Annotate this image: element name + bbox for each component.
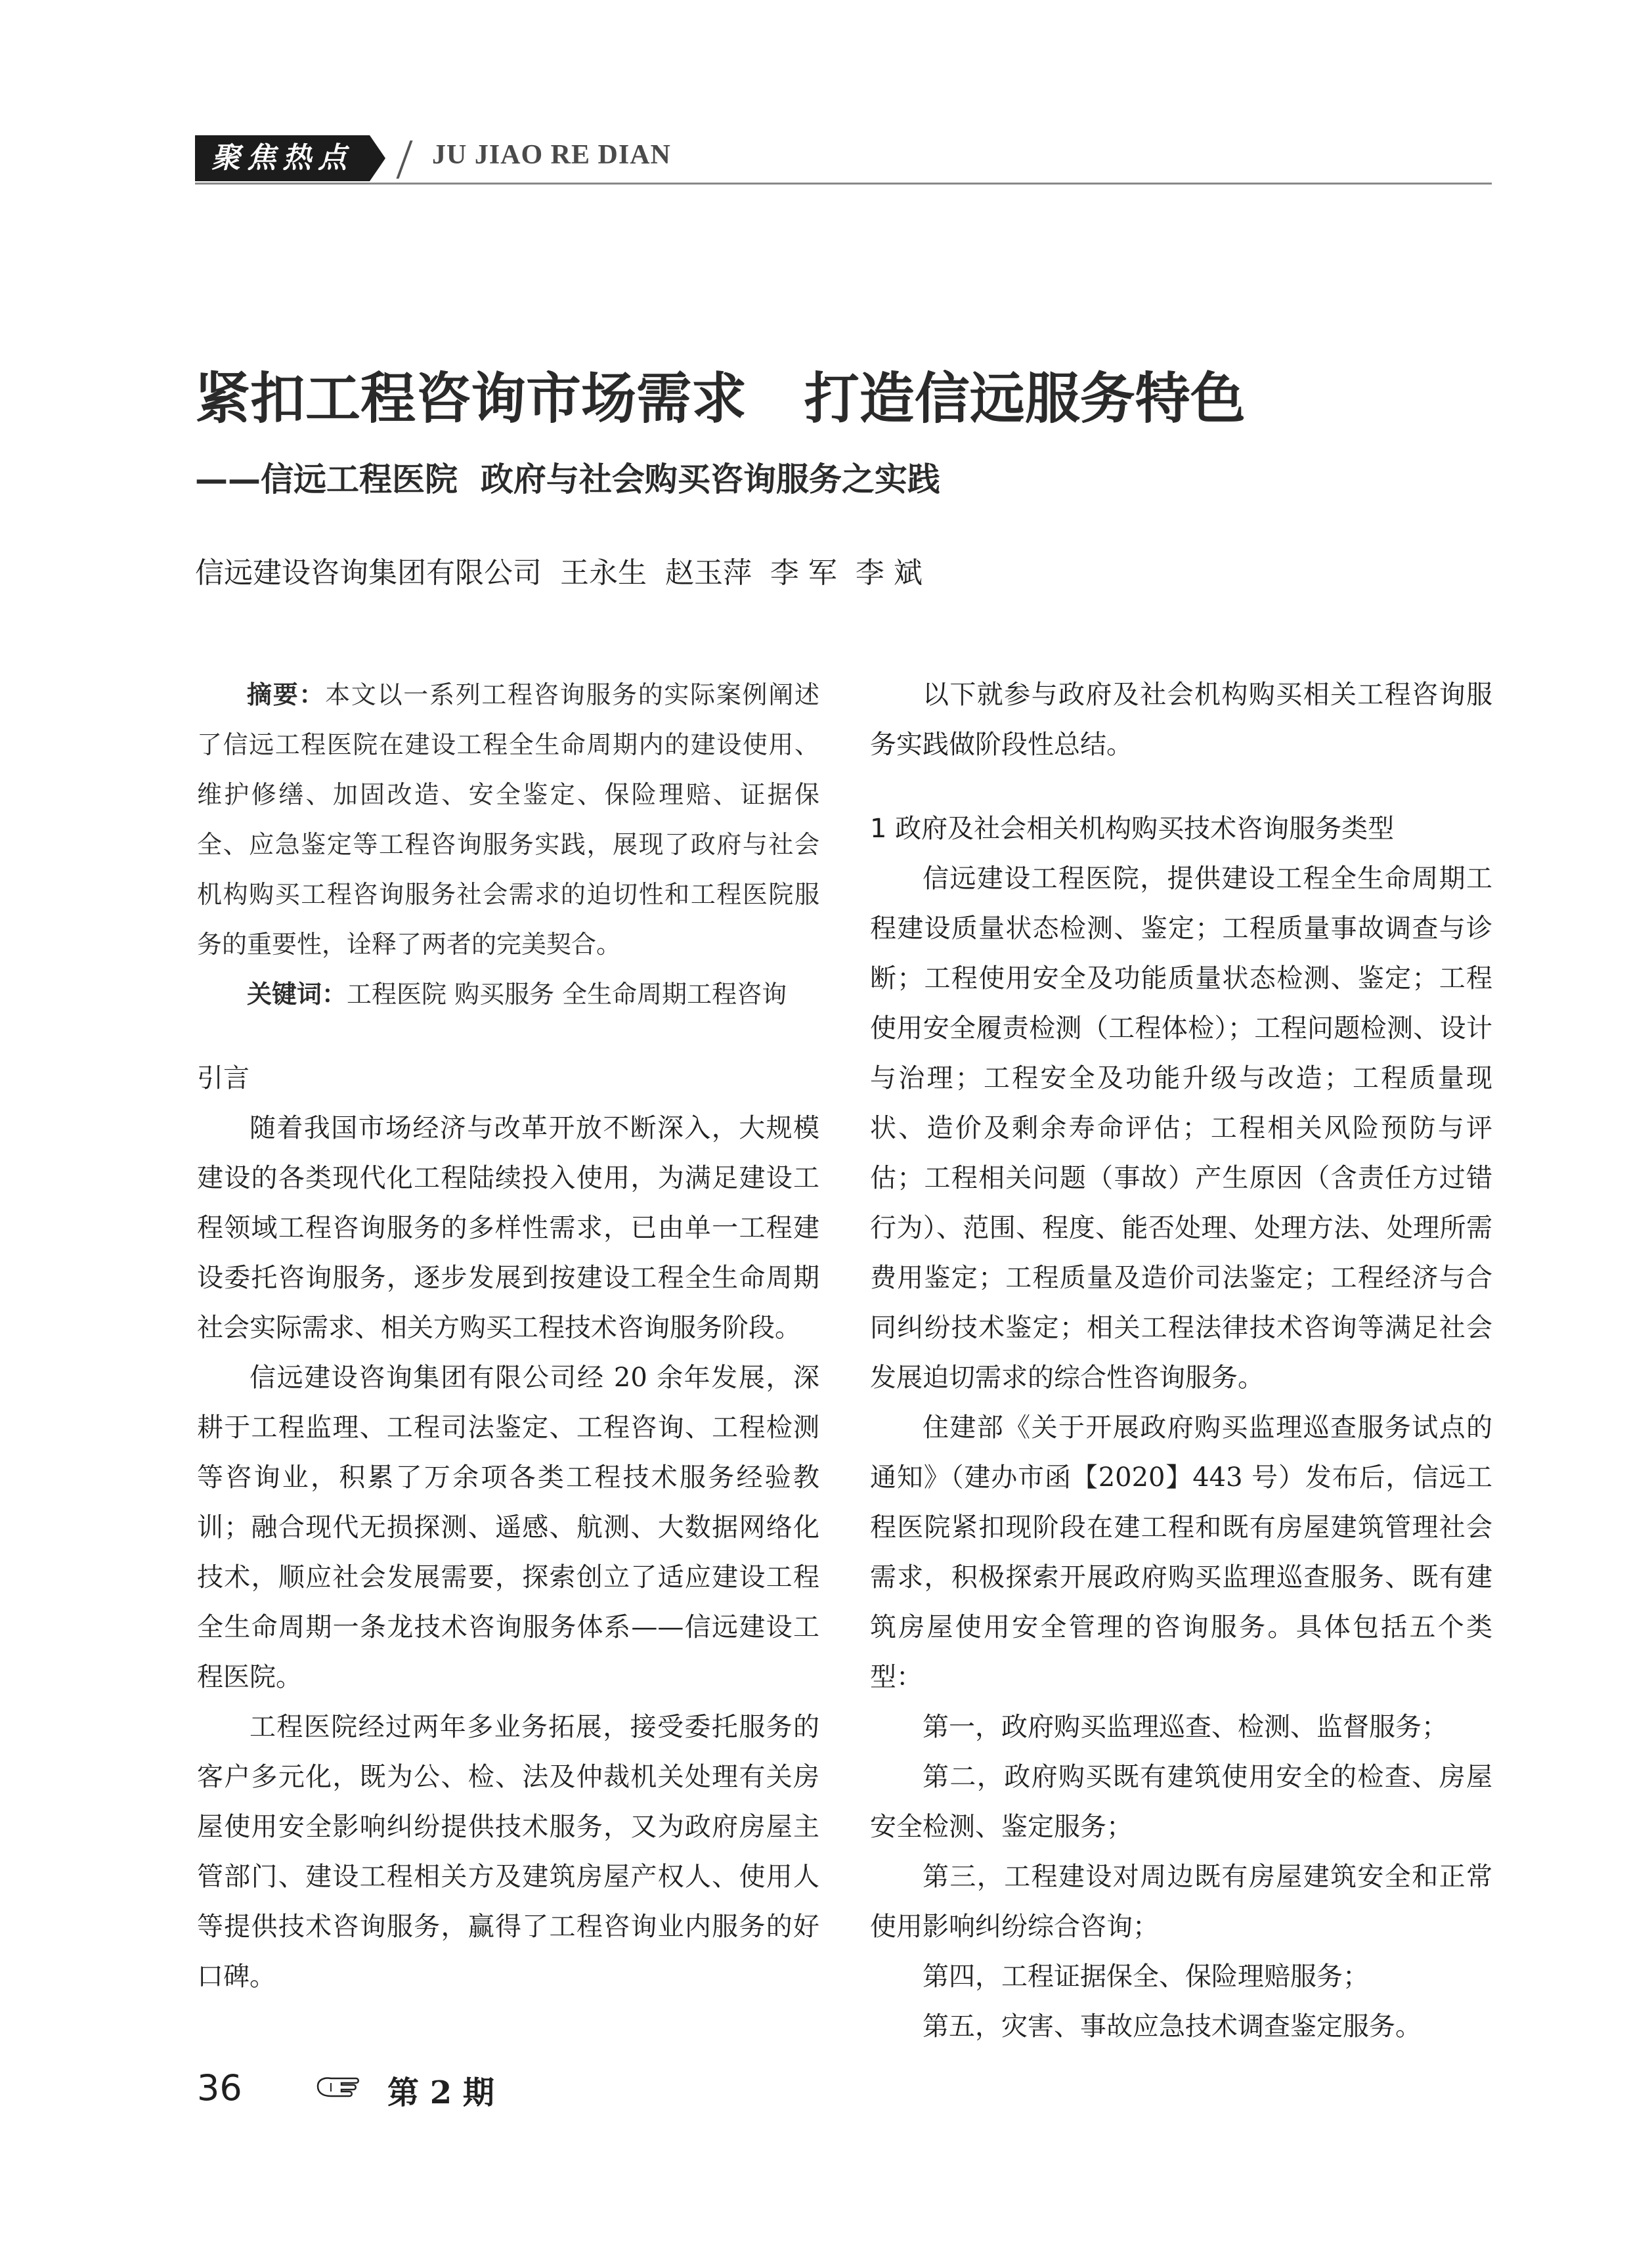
article-subtitle: ——信远工程医院 政府与社会购买咨询服务之实践 [195,460,940,498]
keywords [197,969,819,1019]
section-badge-notch [370,135,385,181]
left-column [197,670,819,2002]
intro-paragraph-1: 随着我国市场经济与改革开放不断深入，大规模建设的各类现代化工程陆续投入使用，为满足建设工程领域工程咨询服务的多样性需求，已由单一工程建设委托咨询服务，逐步发展到按建设工程全生命周期社会实际需求、相关方购买工程技术咨询服务阶段。 [197,1113,819,1343]
issue-label: 第 2 期 [387,2074,494,2111]
right-column [870,670,1492,2051]
section-1-paragraph-1: 信远建设工程医院，提供建设工程全生命周期工程建设质量状态检测、鉴定；工程质量事故调查与诊断；工程使用安全及功能质量状态检测、鉴定；工程使用安全履责检测（工程体检）；工程问题检测、设计与治理；工程安全及功能升级与改造；工程质量现状、造价及剩余寿命评估；工程相关风险预防与评估；工程相关问题（事故）产生原因（含责任方过错行为）、范围、程度、能否处理、处理方法、处理所需费用鉴定；工程质量及造价司法鉴定；工程经济与合同纠纷技术鉴定；相关工程法律技术咨询等满足社会发展迫切需求的综合性咨询服务。 [870,864,1492,1393]
abstract-label: 摘要： [247,680,326,709]
article-title: 紧扣工程咨询市场需求 打造信远服务特色 [195,366,1246,431]
section-1-paragraph-2: 住建部《关于开展政府购买监理巡查服务试点的通知》（建办市函【2020】443 号）发布后，信远工程医院紧扣现阶段在建工程和既有房屋建筑管理社会需求，积极探索开展政府购买监理巡查服务、既有建筑房屋使用安全管理的咨询服务。具体包括五个类型： [870,1413,1492,1692]
keywords-text: 工程医院 购买服务 全生命周期工程咨询 [347,980,787,1009]
article-authors: 信远建设咨询集团有限公司 王永生 赵玉萍 李 军 李 斌 [195,556,923,590]
section-1-heading: 1 政府及社会相关机构购买技术咨询服务类型 [870,814,1395,844]
pointing-hand-icon [315,2072,361,2101]
service-type-item: 第四，工程证据保全、保险理赔服务； [923,1961,1369,1992]
service-type-item: 第二，政府购买既有建筑使用安全的检查、房屋安全检测、鉴定服务； [870,1762,1492,1842]
section-badge: 聚焦热点 [195,135,370,181]
page-number: 36 [197,2067,242,2109]
abstract-text: 本文以一系列工程咨询服务的实际案例阐述了信远工程医院在建设工程全生命周期内的建设使用、维护修缮、加固改造、安全鉴定、保险理赔、证据保全、应急鉴定等工程咨询服务实践，展现了政府与社会机构购买工程咨询服务社会需求的迫切性和工程医院服务的重要性，诠释了两者的完美契合。 [197,680,819,959]
abstract [197,670,819,969]
service-type-item: 第一，政府购买监理巡查、检测、监督服务； [923,1712,1448,1742]
keywords-label: 关键词： [247,980,347,1009]
intro-paragraph-3: 工程医院经过两年多业务拓展，接受委托服务的客户多元化，既为公、检、法及仲裁机关处理有关房屋使用安全影响纠纷提供技术服务，又为政府房屋主管部门、建设工程相关方及建筑房屋产权人、使用人等提供技术咨询服务，赢得了工程咨询业内服务的好口碑。 [197,1712,819,1992]
section-latin-label: JU JIAO RE DIAN [432,140,671,170]
service-type-item: 第三，工程建设对周边既有房屋建筑安全和正常使用影响纠纷综合咨询； [870,1862,1492,1942]
service-type-item: 第五，灾害、事故应急技术调查鉴定服务。 [923,2011,1422,2042]
lead-paragraph: 以下就参与政府及社会机构购买相关工程咨询服务实践做阶段性总结。 [870,680,1492,760]
header-divider [396,141,412,179]
intro-heading: 引言 [197,1063,250,1093]
intro-paragraph-2: 信远建设咨询集团有限公司经 20 余年发展，深耕于工程监理、工程司法鉴定、工程咨询、工程检测等咨询业，积累了万余项各类工程技术服务经验教训；融合现代无损探测、遥感、航测、大数据网络化技术，顺应社会发展需要，探索创立了适应建设工程全生命周期一条龙技术咨询服务体系——信远建设工程医院。 [197,1363,819,1692]
header-rule [195,183,1492,185]
